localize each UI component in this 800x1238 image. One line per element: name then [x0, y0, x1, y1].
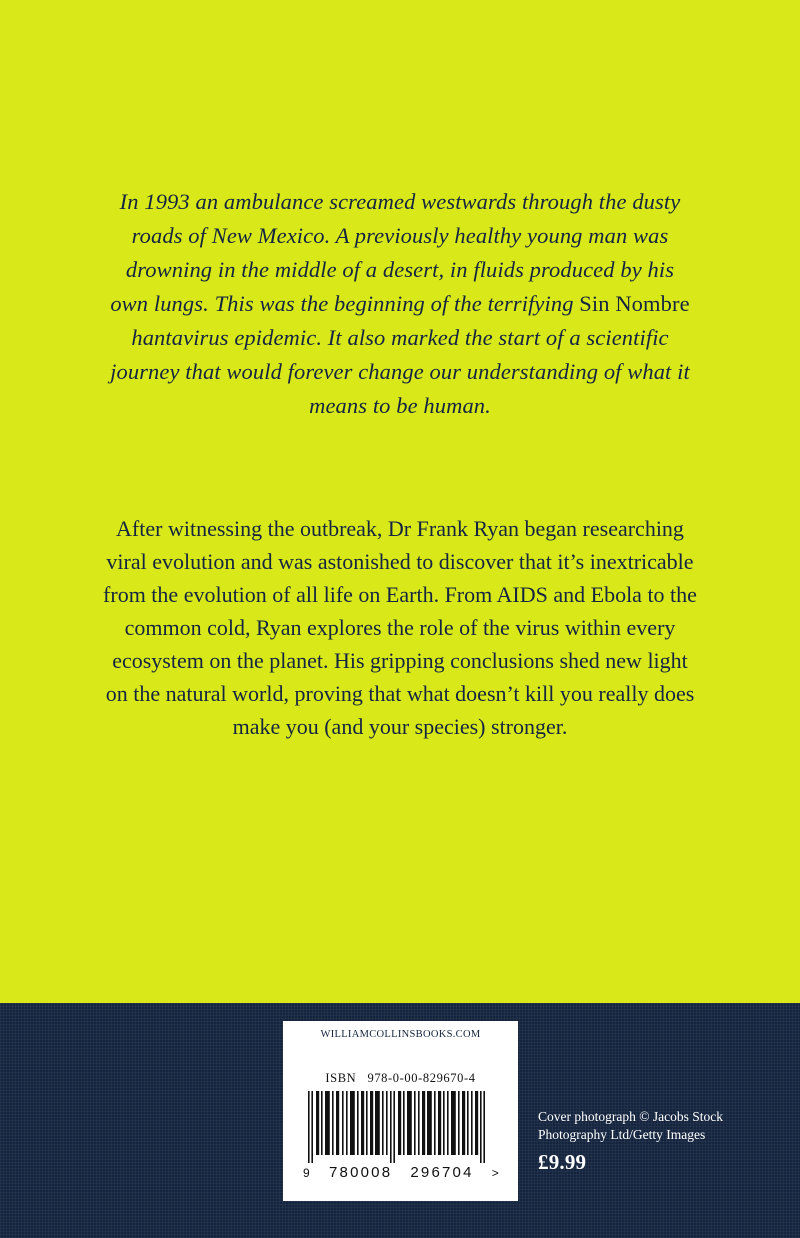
isbn-label: ISBN: [325, 1071, 357, 1085]
blurb-lead-emphasis: Sin Nombre: [579, 291, 690, 316]
barcode-digits: [303, 1164, 500, 1181]
isbn-line: [283, 1071, 518, 1086]
barcode-icon: [308, 1091, 493, 1163]
cover-photo-credit: Cover photograph © Jacobs Stock Photography Ltd/Getty Images: [538, 1109, 723, 1142]
barcode-panel: [283, 1021, 518, 1201]
blurb-body-paragraph: After witnessing the outbreak, Dr Frank Ryan began researching viral evolution and was astonished to discover that it’s inextricable from the evolution of all life on Earth. From AIDS and Ebola to the common cold, Ryan explores the role of the virus within every ecosystem on the planet. His gripping conclusions shed new light on the natural world, proving that what doesn’t kill you really does make you (and your species) stronger.: [103, 516, 697, 739]
blurb-lead-part1: In 1993 an ambulance screamed westwards through the dusty roads of New Mexico. A previously healthy young man was drowning in the middle of a desert, in fluids produced by his own lungs. This was the beginning of the terrifying: [110, 189, 681, 316]
barcode-digit-group-1: 780008: [329, 1164, 393, 1181]
publisher-website: WILLIAMCOLLINSBOOKS.COM: [320, 1029, 481, 1040]
barcode-digit-lead: 9: [303, 1166, 311, 1180]
isbn-number: 978-0-00-829670-4: [367, 1071, 476, 1085]
barcode-digit-group-2: 296704: [410, 1164, 474, 1181]
barcode-digit-trail: >: [491, 1166, 500, 1180]
blurb-lead-paragraph: [110, 185, 690, 423]
price-label: £9.99: [538, 1150, 587, 1174]
blurb-lead-part2: hantavirus epidemic. It also marked the start of a scientific journey that would forever change our understanding of what it means to be human.: [110, 325, 690, 418]
